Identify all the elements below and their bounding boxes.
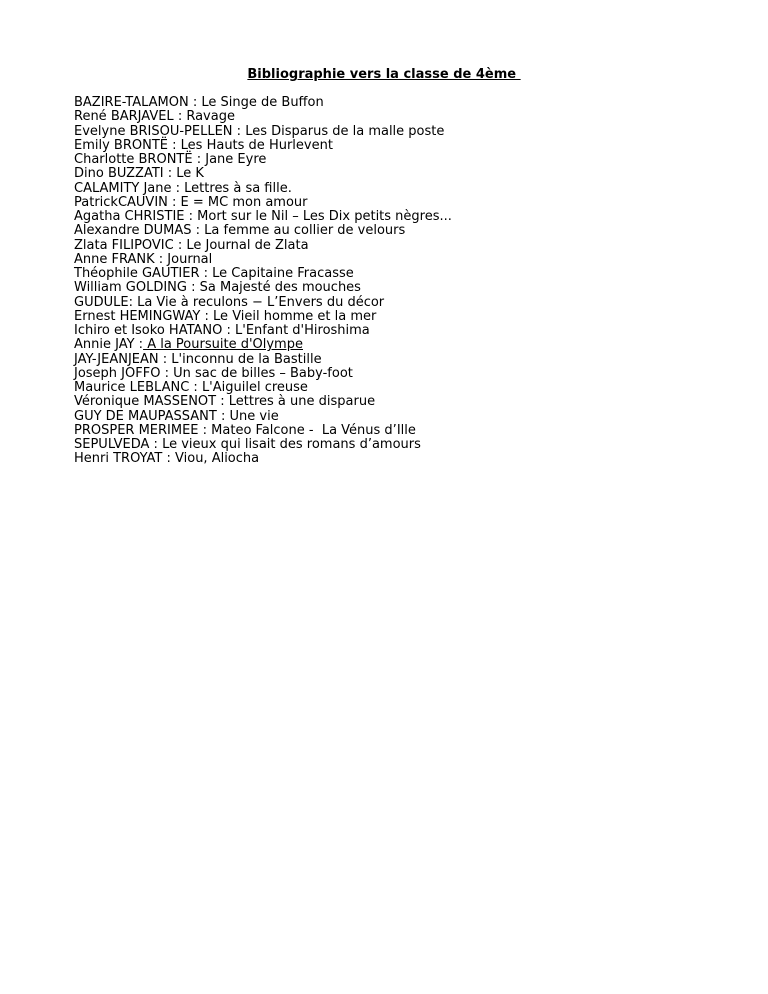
bibliography-entry (74, 296, 734, 310)
bibliography-entry (74, 310, 734, 324)
entry-separator: : (199, 266, 213, 281)
entry-author: Alexandre DUMAS (74, 223, 192, 239)
bibliography-entry (74, 239, 734, 253)
entry-work: E = MC mon amour (180, 194, 308, 210)
entry-author: GUDULE (74, 294, 129, 310)
entry-author: BAZIRE-TALAMON (74, 95, 189, 110)
entry-author: Henri TROYAT (74, 451, 163, 467)
entry-author: Evelyne BRISOU-PELLEN (74, 123, 233, 139)
entry-author: Agatha CHRISTIE (74, 209, 185, 224)
bibliography-entry (74, 410, 734, 424)
entry-separator: : (184, 209, 198, 224)
entry-work: Le Vieil homme et la mer (213, 308, 377, 324)
entry-work: Le K (176, 166, 204, 182)
entry-work: Viou, Aliocha (175, 451, 260, 467)
entry-separator: : (171, 180, 185, 196)
entry-separator: : (154, 251, 168, 267)
entry-separator: : (222, 323, 236, 338)
entry-work: L'Aiguilel creuse (201, 380, 308, 395)
entry-work: Ravage (186, 109, 235, 125)
entry-separator: : (200, 308, 214, 324)
entry-author: Anne FRANK (74, 251, 155, 267)
entry-work: La femme au collier de velours (204, 223, 406, 239)
document-title: Bibliographie vers la classe de 4ème (247, 67, 521, 82)
entry-separator: : (216, 394, 229, 410)
entry-separator: : (191, 223, 205, 239)
bibliography-entry (74, 210, 734, 224)
entry-separator: : (168, 137, 181, 153)
entry-separator: : (232, 123, 246, 139)
entry-author: Ernest HEMINGWAY (74, 308, 201, 324)
entry-author: Annie JAY (74, 337, 135, 353)
bibliography-entry (74, 381, 734, 395)
bibliography-entry (74, 281, 734, 295)
entry-author: Dino BUZZATI (74, 166, 164, 182)
entry-work: Les Disparus de la malle poste (245, 123, 445, 139)
bibliography-entry (74, 253, 734, 267)
entry-author: William GOLDING (74, 280, 187, 296)
entry-separator: : (163, 166, 177, 182)
entry-separator: : (192, 152, 206, 167)
entry-separator: : (158, 351, 172, 367)
bibliography-entry (74, 267, 734, 281)
bibliography-entry (74, 395, 734, 409)
entry-author: Ichiro et Isoko HATANO (74, 323, 223, 338)
bibliography-entry (74, 367, 734, 381)
entry-work: Journal (167, 251, 213, 267)
entry-separator: : (216, 408, 230, 424)
entry-work: Le Capitaine Fracasse (212, 266, 354, 281)
entry-work: L'inconnu de la Bastille (171, 351, 322, 367)
entry-separator: : (160, 365, 174, 381)
entry-work: Le Journal de Zlata (186, 237, 309, 253)
bibliography-entry (74, 353, 734, 367)
entry-separator: : (162, 451, 176, 467)
entry-author: Emily BRONTË (74, 137, 168, 153)
bibliography-entry (74, 96, 734, 110)
entry-separator: : (149, 437, 163, 452)
entry-author: SEPULVEDA (74, 437, 150, 452)
bibliography-entry (74, 452, 734, 466)
entry-author: JAY-JEANJEAN (74, 351, 159, 367)
entry-separator: : (167, 194, 181, 210)
entry-separator: : (188, 95, 202, 110)
bibliography-entry (74, 182, 734, 196)
entry-work: Les Hauts de Hurlevent (180, 137, 333, 153)
entry-work: Lettres à sa fille. (184, 180, 292, 196)
entry-work: Mateo Falcone - La Vénus d’Ille (211, 422, 416, 438)
entry-author: PROSPER MERIMEE (74, 422, 199, 438)
bibliography-entry (74, 196, 734, 210)
entry-work: Une vie (229, 408, 279, 424)
entry-work: Sa Majesté des mouches (199, 280, 361, 296)
entry-work: Le Singe de Buffon (201, 95, 324, 110)
bibliography-list (74, 96, 734, 467)
entry-author: Théophile GAUTIER (74, 266, 200, 281)
entry-separator: : (198, 422, 212, 438)
bibliography-entry (74, 139, 734, 153)
entry-author: Joseph JOFFO (74, 365, 161, 381)
entry-separator: : (173, 237, 187, 253)
entry-author: Véronique MASSENOT (74, 394, 217, 410)
entry-work: L'Enfant d'Hiroshima (235, 323, 370, 338)
entry-author: René BARJAVEL (74, 109, 174, 125)
bibliography-entry (74, 338, 734, 352)
entry-author: CALAMITY Jane (74, 180, 172, 196)
bibliography-entry (74, 424, 734, 438)
entry-work: Lettres à une disparue (228, 394, 376, 410)
entry-work: Le vieux qui lisait des romans d’amours (162, 437, 421, 452)
bibliography-entry (74, 167, 734, 181)
entry-separator: : (173, 109, 187, 125)
entry-author: Zlata FILIPOVIC (74, 237, 174, 253)
bibliography-entry (74, 110, 734, 124)
entry-separator: : (134, 337, 144, 353)
bibliography-entry (74, 224, 734, 238)
bibliography-entry (74, 324, 734, 338)
entry-separator: : (128, 294, 138, 310)
entry-work: Jane Eyre (205, 152, 267, 167)
entry-author: Charlotte BRONTË (74, 152, 193, 167)
entry-author: PatrickCAUVIN (74, 194, 168, 210)
bibliography-entry (74, 125, 734, 139)
entry-work: Un sac de billes – Baby-foot (173, 365, 353, 381)
entry-work: A la Poursuite d'Olympe (143, 337, 303, 353)
entry-work: La Vie à reculons − L’Envers du décor (137, 294, 385, 310)
entry-separator: : (189, 380, 202, 395)
entry-author: GUY DE MAUPASSANT (74, 408, 217, 424)
entry-separator: : (186, 280, 200, 296)
bibliography-entry (74, 438, 734, 452)
entry-author: Maurice LEBLANC (74, 380, 190, 395)
entry-work: Mort sur le Nil – Les Dix petits nègres... (197, 209, 452, 224)
bibliography-entry (74, 153, 734, 167)
